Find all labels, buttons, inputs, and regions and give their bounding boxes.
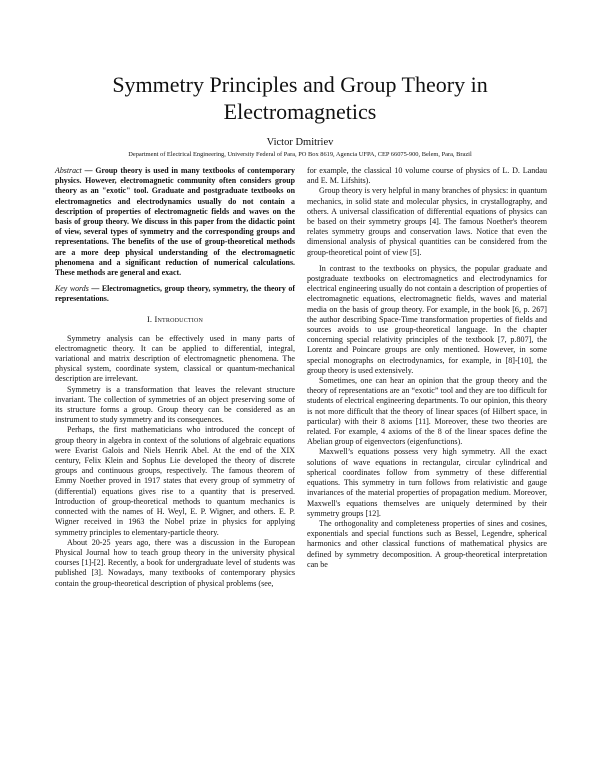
abstract-text: — Group theory is used in many textbooks of contemporary physics. However, electromagnetic community often considers group theory as an "exotic" tool. Graduate and postgraduate textbooks on electromagnetics and electrodynamics usually do not contain a description of properties of electromagnetic fields and waves on the basis of group theory. We discuss in this paper from the didactic point of view, several types of symmetry and the corresponding groups and representations. The benefits of the use of group-theoretical methods are a more deep physical understanding of the electromagnetic phenomena and a significant reduction of numerical calculations. These methods are general and exact. (55, 166, 295, 278)
keywords-label: Key words (55, 284, 89, 294)
author-name: Victor Dmitriev (266, 137, 334, 148)
right-column (307, 166, 547, 570)
paragraph: Symmetry analysis can be effectively used in many parts of electromagnetic theory. It can be applied to differential, integral, variational and matrix description of electromagnetic phenomena. The physical system, coordinate system, classical or quantum-mechanical description are irrelevant. (55, 333, 295, 384)
paragraph: Maxwell’s equations possess very high symmetry. All the exact solutions of wave equations in rectangular, circular cylindrical and spherical coordinates follow from symmetry of these differential equations. This symmetry in turn follows from relativistic and gauge invariances of the material properties of propagation medium. Moreover, Maxwell's equations themselves are uniquely determined by their symmetry groups [12]. (307, 447, 547, 518)
abstract-label: Abstract (55, 166, 82, 175)
keywords-text: — Electromagnetics, group theory, symmetry, the theory of representations. (55, 284, 295, 304)
paragraph: In contrast to the textbooks on physics, the popular graduate and postgraduate textbooks on electromagnetics and electrodynamics for electrical engineering usually do not contain a description of properties of electromagnetic equations, electromagnetic fields, waves and material media on the basis of group theory. For example, in the book [6, p. 267] the author describing Space-Time transformation properties of fields and sources avoids to use group-theoretical language. In the chapter concerning special relativity principles of the textbook [7, p.807], the Lorentz and Poincare groups are only mentioned. However, in some special monographs on electrodynamics, for example, in [8]-[10], the group theory is used extensively. (307, 263, 547, 375)
section-heading-introduction: I. Introduction (146, 314, 204, 324)
paragraph: The orthogonality and completeness properties of sines and cosines, exponentials and special functions such as Bessel, Legendre, spherical harmonics and other classical functions of mathematical physics are defined by symmetry decomposition. A group-theoretical interpretation can be (307, 518, 547, 569)
paper-title (60, 71, 540, 125)
author-affiliation: Department of Electrical Engineering, University Federal of Para, PO Box 8619, Agencia UFPA, CEP 66075-900, Belem, Para, Brazil (128, 151, 472, 158)
title-line-1: Symmetry Principles and Group Theory in (112, 72, 488, 97)
paragraph: About 20-25 years ago, there was a discussion in the European Physical Journal how to teach group theory in the university physical courses [1]-[2]. Recently, a book for undergraduate level of students was published [3]. Nowadays, many textbooks of contemporary physics contain the group-theoretical description of physical problems (see, (55, 537, 295, 588)
left-column (55, 166, 295, 589)
paragraph: for example, the classical 10 volume course of physics of L. D. Landau and E. M. Lifshits). (307, 166, 547, 186)
paragraph: Sometimes, one can hear an opinion that the group theory and the theory of representations are an “exotic” tool and they are too difficult for students of electrical engineering departments. To our opinion, this theory is not more difficult that the theory of linear spaces (of Hilbert space, in particular) with their 8 axioms [11]. Moreover, these two theories are related. For example, 4 axioms of the 8 of the linear spaces define the Abelian group of eigenvectors (eigenfunctions). (307, 376, 547, 447)
keywords (55, 284, 295, 304)
paragraph: Symmetry is a transformation that leaves the relevant structure invariant. The collection of symmetries of an object preserving some of its structure forms a group. Group theory can be considered as an instrument to study symmetry and its consequences. (55, 384, 295, 425)
paragraph: Perhaps, the first mathematicians who introduced the concept of group theory in algebra in context of the solutions of algebraic equations were Evarist Galois and Niels Henrik Abel. At the end of the XIX century, Felix Klein and Sophus Lie developed the theory of discrete groups and continuous groups, respectively. The famous theorem of Emmy Noether proved in 1917 states that every group of symmetry of (differential) equations gives rise to a quantity that is preserved. Introduction of group-theoretical methods to quantum mechanics is connected with the names of H. Weyl, E. P. Wigner, and others. E. P. Wigner received in 1963 the Nobel prize in physics for applying symmetry principles to elementary-particle theory. (55, 425, 295, 537)
title-line-2: Electromagnetics (223, 99, 377, 124)
paragraph: Group theory is very helpful in many branches of physics: in quantum mechanics, in solid state and molecular physics, in crystallography, and others. A universal classification of differential equations of physics can be based on their symmetry groups [4]. The famous Noether's theorem relates symmetry groups and conservation laws. Notice that even the dimensional analysis of physical quantities can be considered from the group-theoretical point of view [5]. (307, 186, 547, 257)
abstract (55, 166, 295, 278)
